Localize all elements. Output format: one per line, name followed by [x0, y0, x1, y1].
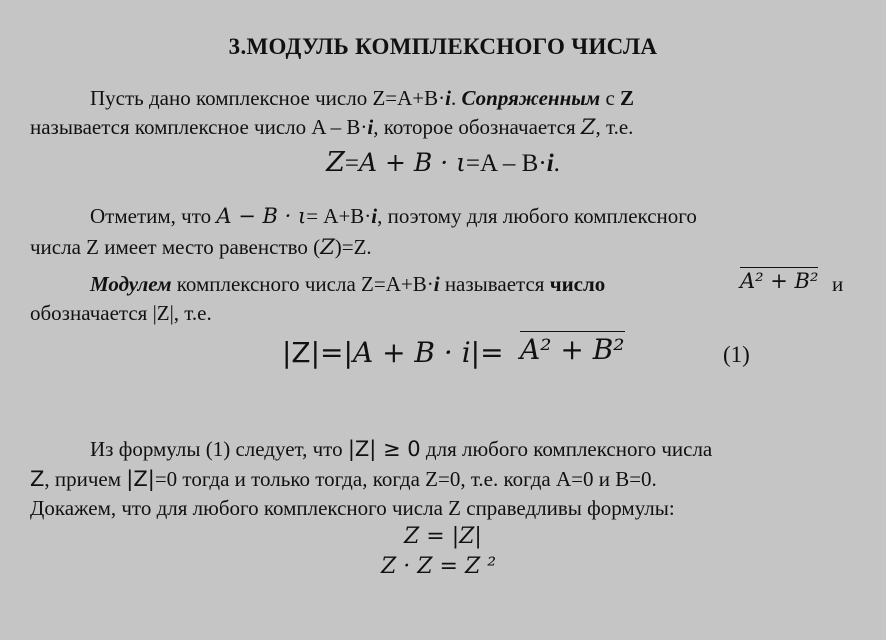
text-segment: , поэтому для любого комплексного [377, 204, 697, 228]
paragraph-consequence-line1 [90, 436, 712, 462]
text-segment: =0 тогда и только тогда, когда Z=0, т.е. когда A=0 и B=0. [154, 467, 657, 491]
imaginary-unit: i [367, 115, 374, 139]
imaginary-unit: i [433, 272, 440, 296]
variable-z-conjugate: Z [326, 147, 345, 178]
text-segment: . [553, 150, 560, 177]
double-conjugate-expression: A − B · ι [216, 204, 307, 228]
formula-product: Z · Z = Z ² [381, 554, 497, 579]
page-title: 3.МОДУЛЬ КОМПЛЕКСНОГО ЧИСЛА [228, 34, 658, 59]
text-segment: , которое обозначается [373, 115, 581, 139]
paragraph-note-line1 [90, 203, 697, 229]
term-number: число [549, 272, 606, 296]
text-segment: и [832, 272, 844, 296]
text-segment: обозначается |Z|, т.е. [30, 301, 212, 325]
conjugate-result: =A – B· [465, 150, 547, 177]
paragraph-modulus-and [832, 271, 843, 297]
text-segment: Докажем, что для любого комплексного числа Z справедливы формулы: [30, 496, 675, 520]
modulus-z: |Z| [126, 467, 155, 491]
imaginary-unit: i [546, 150, 554, 177]
equals-sign: |= [470, 336, 504, 369]
text-segment: для любого комплексного числа [420, 437, 713, 461]
text-segment: Пусть дано комплексное число Z=A+B· [90, 86, 446, 110]
text-segment: называется [439, 272, 550, 296]
equation-conjugate [0, 148, 886, 179]
paragraph-consequence-line3 [30, 495, 675, 521]
paragraph-conjugate-line2 [30, 114, 633, 140]
imaginary-unit: i [445, 86, 451, 110]
paragraph-modulus-line1 [90, 271, 605, 297]
equation-number: (1) [723, 342, 750, 367]
paragraph-modulus-line2 [30, 300, 212, 326]
imaginary-unit: i [371, 204, 378, 228]
variable-z: Z [30, 467, 45, 491]
text-segment: , т.е. [595, 115, 634, 139]
variable-z: Z [620, 86, 635, 110]
term-conjugate: Сопряженным [461, 86, 601, 110]
paragraph-conjugate-line1 [90, 85, 634, 111]
text-segment: , причем [44, 467, 127, 491]
text-segment: )=Z. [334, 235, 372, 259]
text-segment: Из формулы (1) следует, что [90, 437, 348, 461]
text-segment: = A+B· [306, 204, 372, 228]
sqrt-expression [520, 333, 625, 368]
modulus-expression: A + B · i [352, 336, 471, 369]
text-segment: числа Z имеет место равенство ( [30, 235, 321, 259]
modulus-lhs: |Z|=| [282, 336, 353, 369]
text-segment: . [451, 86, 462, 110]
text-segment: Отметим, что [90, 204, 217, 228]
variable-z-conjugate: Z [320, 235, 335, 259]
sqrt-radicand: A² + B² [740, 269, 819, 293]
conjugate-expression: A + B · ι [358, 148, 466, 177]
text-segment: комплексного числа Z=A+B· [171, 272, 434, 296]
equation-modulus [282, 336, 504, 371]
variable-z-conjugate: Z [580, 115, 596, 139]
equals-sign: = [344, 150, 359, 177]
paragraph-note-line2 [30, 234, 372, 260]
inequality-expression: |Z| ≥ 0 [347, 437, 421, 461]
formula-conjugate-modulus: Z = |Z| [404, 524, 482, 549]
text-segment: с [600, 86, 621, 110]
sqrt-expression-inline [740, 268, 818, 294]
paragraph-consequence-line2 [30, 466, 856, 492]
sqrt-radicand: A² + B² [520, 333, 625, 366]
term-modulus: Модулем [90, 272, 172, 296]
text-segment: называется комплексное число A – B· [30, 115, 368, 139]
